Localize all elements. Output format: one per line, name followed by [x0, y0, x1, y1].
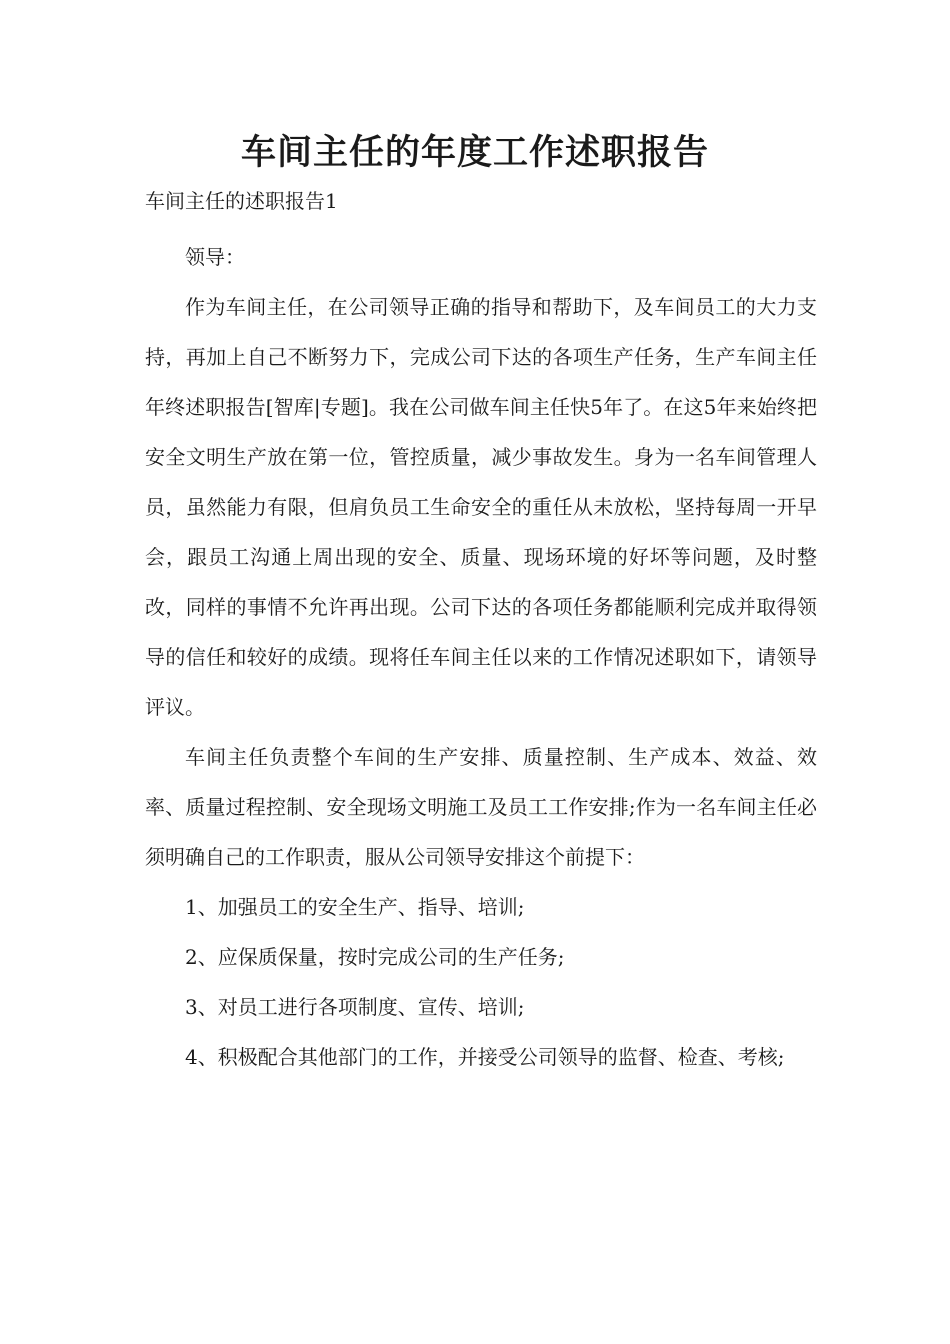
salutation-paragraph: 领导： — [185, 245, 245, 269]
intro-paragraph: 作为车间主任，在公司领导正确的指导和帮助下，及车间员工的大力支持，再加上自己不断努力下，完成公司下达的各项生产任务，生产车间主任年终述职报告[智库|专题]。我在公司做车间主任快5年了。在这5年来始终把安全文明生产放在第一位，管控质量，减少事故发生。身为一名车间管理人员，虽然能力有限，但肩负员工生命安全的重任从未放松，坚持每周一开早会，跟员工沟通上周出现的安全、质量、现场环境的好坏等问题，及时整改，同样的事情不允许再出现。公司下达的各项任务都能顺利完成并取得领导的信任和较好的成绩。现将任车间主任以来的工作情况述职如下，请领导评议。 — [145, 295, 817, 719]
list-item-1: 1、加强员工的安全生产、指导、培训; — [185, 895, 525, 919]
list-item-4: 4、积极配合其他部门的工作，并接受公司领导的监督、检查、考核; — [185, 1045, 785, 1069]
document-body — [145, 232, 817, 1082]
document-title: 车间主任的年度工作述职报告 — [240, 133, 709, 173]
duties-paragraph: 车间主任负责整个车间的生产安排、质量控制、生产成本、效益、效率、质量过程控制、安全现场文明施工及员工工作安排;作为一名车间主任必须明确自己的工作职责，服从公司领导安排这个前提下： — [145, 745, 817, 869]
list-item-3: 3、对员工进行各项制度、宣传、培训; — [185, 995, 525, 1019]
document-subtitle: 车间主任的述职报告1 — [145, 189, 338, 213]
list-item-2: 2、应保质保量，按时完成公司的生产任务; — [185, 945, 565, 969]
